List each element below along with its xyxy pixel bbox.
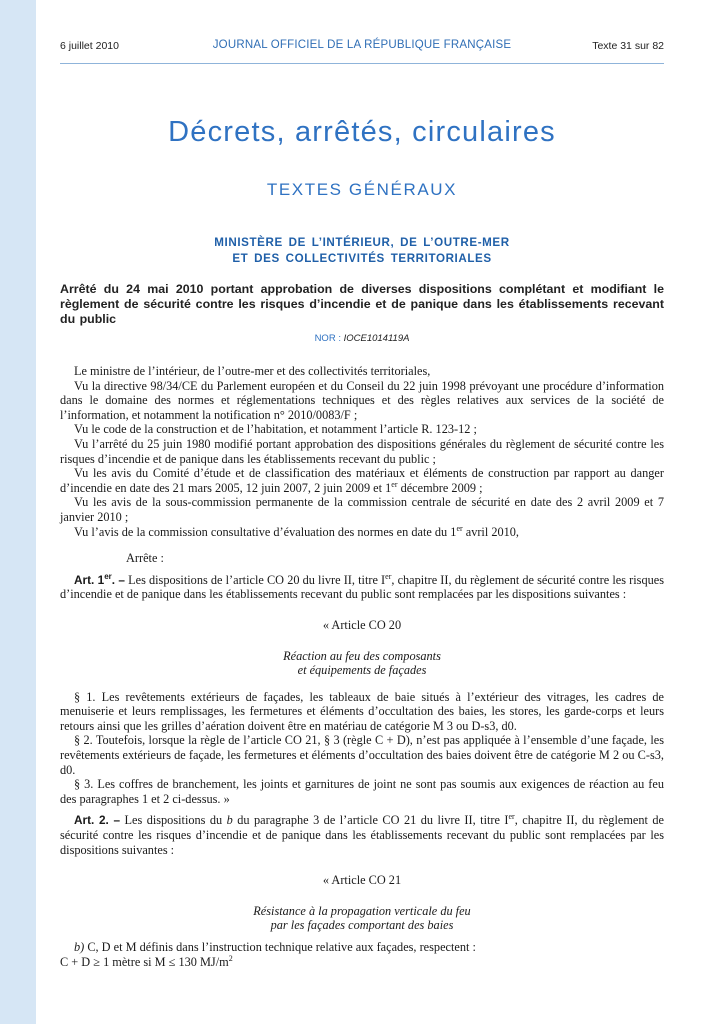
co21-subtitle-line-1: Résistance à la propagation verticale du feu — [253, 903, 471, 918]
article-2-text-mid: du paragraphe 3 de l’article CO 21 du livre II, titre I — [232, 813, 509, 828]
preamble-comite-end: décembre 2009 ; — [397, 480, 483, 495]
article-2-label: Art. 2. – — [74, 813, 121, 828]
co21-b-paragraph — [60, 940, 664, 955]
preamble-code: Vu le code de la construction et de l’habitation, et notamment l’article R. 123-12 ; — [74, 422, 477, 437]
preamble-commission-end: avril 2010, — [462, 524, 520, 539]
preamble-comite — [60, 466, 664, 495]
co20-paragraph-2: § 2. Toutefois, lorsque la règle de l’article CO 21, § 3 (règle C + D), n’est pas appliquée à l’ensemble d’une façade, les revêtements extérieurs de façade, les fermetures et éléments d’occultation des baies doivent être de catégorie M 2 ou C-s3, d0. — [60, 733, 664, 777]
article-2 — [60, 813, 664, 857]
nor-value: IOCE1014119A — [343, 333, 410, 344]
co21-formula-text: C + D ≥ 1 mètre si M ≤ 130 MJ/m — [60, 954, 229, 969]
decree-body — [60, 364, 664, 969]
header-divider — [60, 63, 664, 64]
co21-b-label: b) — [74, 940, 85, 954]
co21-subtitle-line-2: par les façades comportant des baies — [270, 918, 454, 933]
article-1-label — [74, 573, 125, 587]
preamble-commission-sup: er — [456, 523, 463, 533]
ministry-line-1: MINISTÈRE DE L’INTÉRIEUR, DE L’OUTRE-MER — [214, 236, 510, 249]
preamble-commission — [60, 525, 664, 540]
article-1-text: Les dispositions de l’article CO 20 du livre II, titre I — [124, 572, 386, 587]
header-text-number: Texte 31 sur 82 — [592, 40, 664, 52]
co21-formula-sup: 2 — [228, 953, 233, 963]
article-2-text-end: , chapitre II, du règlement de sécurité contre les risques d’incendie et de panique dans les établissements recevant du public sont remplacées par les dispositions suivantes : — [60, 813, 664, 857]
article-2-sup: er — [508, 812, 515, 822]
article-1-label-sup: er — [104, 571, 112, 581]
article-2-text: Les dispositions du — [120, 813, 227, 828]
header-date: 6 juillet 2010 — [60, 40, 119, 52]
preamble-comite-text: Vu les avis du Comité d’étude et de classification des matériaux et éléments de construction par rapport au danger d’incendie en date des 21 mars 2005, 12 juin 2007, 2 juin 2009 et 1 — [60, 466, 664, 495]
co21-formula — [60, 955, 664, 970]
co21-heading: « Article CO 21 — [322, 873, 402, 888]
co20-subtitle-line-2: et équipements de façades — [297, 663, 427, 678]
preamble-minister: Le ministre de l’intérieur, de l’outre-mer et des collectivités territoriales, — [74, 364, 431, 378]
arrete-title: Arrêté du 24 mai 2010 portant approbation de diverses dispositions complétant et modifiant le règlement de sécurité contre les risques d’incendie et de panique dans les établissements recevant du public — [60, 282, 664, 326]
article-1-text-end: , chapitre II, du règlement de sécurité contre les risques d’incendie et de panique dans les établissements recevant du public sont remplacées par les dispositions suivantes : — [60, 572, 664, 602]
page-header — [60, 40, 664, 56]
preamble-sous-commission: Vu les avis de la sous-commission permanente de la commission centrale de sécurité en date des 2 avril 2009 et 7 janvier 2010 ; — [60, 495, 664, 524]
nor-reference — [60, 333, 664, 344]
preamble-comite-sup: er — [391, 479, 398, 489]
left-margin-band — [0, 0, 36, 1024]
article-1-sup: er — [385, 571, 392, 581]
ministry-heading — [60, 235, 664, 267]
arrete-word: Arrête : — [126, 551, 164, 566]
preamble-commission-text: Vu l’avis de la commission consultative d’évaluation des normes en date du 1 — [74, 524, 457, 539]
nor-label: NOR : — [314, 333, 341, 344]
article-1-label-dash: . – — [111, 572, 125, 587]
co20-subtitle-line-1: Réaction au feu des composants — [283, 648, 441, 663]
co20-paragraph-1: § 1. Les revêtements extérieurs de façades, les tableaux de baie situés à l’extérieur des vitrages, les cadres de menuiserie et leurs remplissages, les fermetures et éléments d’occultation des baies, les stores, les garde-corps et leurs retours ainsi que les grilles d’aération doivent être en matériau de catégorie M 3 ou D-s3, d0. — [60, 689, 664, 733]
co21-b-text: C, D et M définis dans l’instruction technique relative aux façades, respectent : — [84, 940, 476, 954]
header-journal-name: JOURNAL OFFICIEL DE LA RÉPUBLIQUE FRANÇAISE — [212, 39, 512, 51]
section-title: Décrets, arrêtés, circulaires — [168, 116, 556, 148]
subsection-title: TEXTES GÉNÉRAUX — [266, 180, 458, 199]
ministry-line-2: ET DES COLLECTIVITÉS TERRITORIALES — [232, 252, 492, 265]
article-2-b: b — [226, 813, 233, 828]
preamble-arrete-1980: Vu l’arrêté du 25 juin 1980 modifié portant approbation des dispositions générales du règlement de sécurité contre les risques d’incendie et de panique dans les établissements recevant du public ; — [60, 436, 664, 466]
article-1-label-text: Art. 1 — [74, 572, 105, 587]
article-1 — [60, 573, 664, 602]
preamble-directive: Vu la directive 98/34/CE du Parlement européen et du Conseil du 22 juin 1998 prévoyant une procédure d’information dans le domaine des normes et réglementations techniques et des règles relatives aux services de la société de l’information, et notamment la notification n° 2010/0083/F ; — [60, 378, 664, 422]
co20-heading: « Article CO 20 — [322, 617, 402, 632]
co20-paragraph-3: § 3. Les coffres de branchement, les joints et garnitures de joint ne sont pas soumis aux exigences de réaction au feu des paragraphes 1 et 2 ci-dessus. » — [60, 777, 664, 806]
